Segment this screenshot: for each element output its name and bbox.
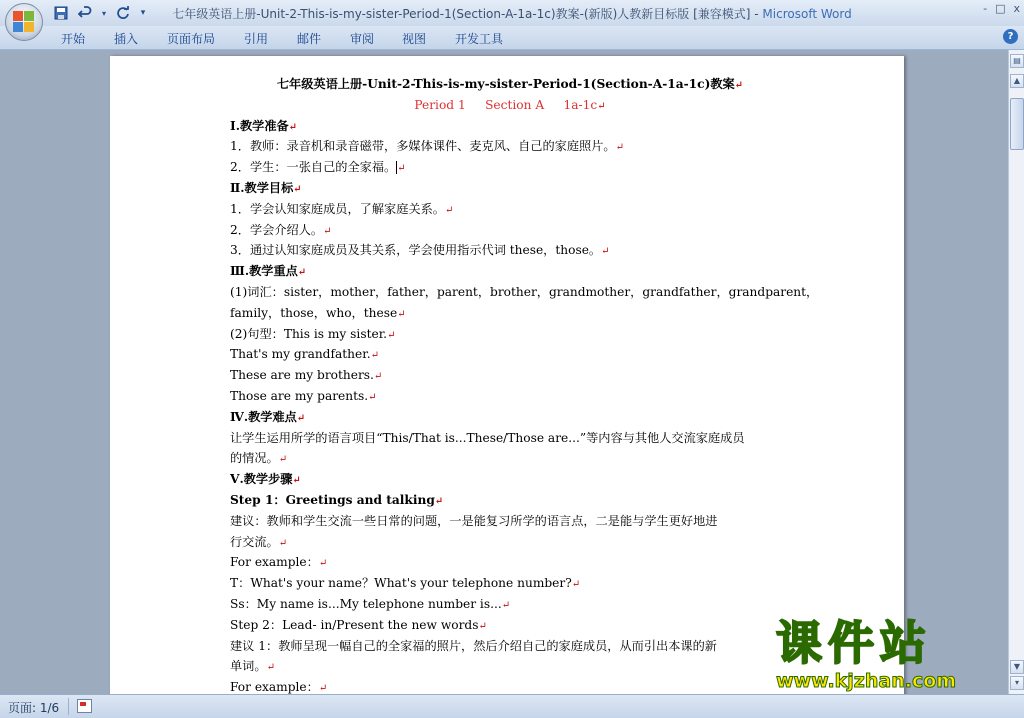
paragraph: 让学生运用所学的语言项目“This/That is...These/Those are...”等内容与其他人交流家庭成员 bbox=[230, 430, 745, 445]
document-workspace bbox=[0, 50, 1008, 694]
paragraph: 建议 1：教师呈现一幅自己的全家福的照片，然后介绍自己的家庭成员，从而引出本课的新 bbox=[230, 638, 717, 653]
page-count[interactable]: 页面: 1/6 bbox=[8, 701, 60, 715]
tab-review[interactable]: 审阅 bbox=[350, 32, 375, 46]
section-heading: Ⅴ.教学步骤↵ bbox=[230, 472, 301, 487]
paragraph: (1)词汇：sister，mother，father，parent，brother，grandmother，grandfather，grandparent， bbox=[230, 284, 819, 299]
paragraph: For example：↵ bbox=[230, 680, 328, 694]
scroll-up-button[interactable]: ▲ bbox=[1010, 74, 1024, 88]
paragraph: For example：↵ bbox=[230, 555, 328, 570]
minimize-button[interactable]: - bbox=[983, 2, 988, 15]
document-body[interactable] bbox=[230, 74, 819, 694]
paragraph: Those are my parents.↵ bbox=[230, 388, 377, 403]
tab-developer[interactable]: 开发工具 bbox=[455, 32, 504, 46]
paragraph: 1．学会认知家庭成员，了解家庭关系。↵ bbox=[230, 201, 454, 216]
help-icon[interactable]: ? bbox=[1003, 29, 1018, 44]
tab-insert[interactable]: 插入 bbox=[114, 32, 139, 46]
paragraph: That's my grandfather.↵ bbox=[230, 347, 379, 362]
close-button[interactable]: x bbox=[1013, 2, 1020, 15]
status-bar bbox=[0, 694, 1024, 718]
office-button[interactable] bbox=[5, 3, 43, 41]
paragraph: (2)句型：This is my sister.↵ bbox=[230, 326, 396, 341]
section-heading: Ⅱ.教学目标↵ bbox=[230, 180, 302, 195]
paragraph: 3．通过认知家庭成员及其关系，学会使用指示代词 these，those。↵ bbox=[230, 243, 610, 258]
dropdown-arrow-icon[interactable]: ▾ bbox=[101, 8, 106, 18]
paragraph: 2．学生：一张自己的全家福。↵ bbox=[230, 160, 406, 175]
tab-view[interactable]: 视图 bbox=[402, 32, 427, 46]
watermark-logo bbox=[770, 616, 1024, 694]
tab-page-layout[interactable]: 页面布局 bbox=[167, 32, 216, 46]
vertical-scrollbar[interactable] bbox=[1008, 50, 1024, 694]
paragraph: Ss：My name is...My telephone number is...↵ bbox=[230, 596, 511, 611]
watermark-title: 课件站 bbox=[776, 616, 932, 670]
paragraph: 建议：教师和学生交流一些日常的问题，一是能复习所学的语言点，二是能与学生更好地进 bbox=[230, 513, 718, 528]
ruler-toggle-icon[interactable]: ▤ bbox=[1010, 54, 1024, 68]
office-logo-icon bbox=[13, 11, 35, 33]
paragraph: These are my brothers.↵ bbox=[230, 368, 383, 383]
paragraph: 1．教师：录音机和录音磁带，多媒体课件、麦克风、自己的家庭照片。↵ bbox=[230, 139, 624, 154]
paragraph: 2．学会介绍人。↵ bbox=[230, 222, 332, 237]
tab-references[interactable]: 引用 bbox=[244, 32, 269, 46]
document-subtitle: Period 1 Section A 1a-1c↵ bbox=[414, 97, 606, 112]
document-page[interactable] bbox=[110, 56, 904, 694]
status-divider bbox=[68, 698, 69, 715]
section-heading: Ⅲ.教学重点↵ bbox=[230, 264, 307, 279]
section-heading: Ⅳ.教学难点↵ bbox=[230, 409, 306, 424]
tab-mailings[interactable]: 邮件 bbox=[297, 32, 322, 46]
paragraph: 行交流。↵ bbox=[230, 534, 288, 549]
window-title: 七年级英语上册-Unit-2-This-is-my-sister-Period-1(Section-A-1a-1c)教案-(新版)人教新目标版 [兼容模式] - Microsoft Word bbox=[172, 7, 852, 21]
paragraph: family，those，who，these↵ bbox=[230, 305, 406, 320]
paragraph: 单词。↵ bbox=[230, 659, 275, 674]
ribbon-tab-bar bbox=[0, 26, 1024, 50]
window-controls bbox=[983, 2, 1020, 15]
section-heading: Ⅰ.教学准备↵ bbox=[230, 118, 298, 133]
title-bar bbox=[0, 0, 1024, 26]
next-page-button[interactable]: ▾ bbox=[1010, 676, 1024, 690]
scroll-thumb[interactable] bbox=[1010, 98, 1024, 150]
paragraph: Step 2：Lead- in/Present the new words↵ bbox=[230, 617, 487, 632]
watermark-url: www.kjzhan.com bbox=[776, 670, 957, 692]
paragraph: 的情况。↵ bbox=[230, 451, 288, 466]
scroll-down-button[interactable]: ▼ bbox=[1010, 660, 1024, 674]
proofing-icon[interactable] bbox=[77, 699, 92, 713]
maximize-button[interactable]: □ bbox=[995, 2, 1006, 15]
app-name: Microsoft Word bbox=[762, 7, 852, 21]
paragraph: T：What's your name？What's your telephone number?↵ bbox=[230, 576, 581, 591]
step-heading: Step 1：Greetings and talking↵ bbox=[230, 492, 444, 507]
tab-home[interactable]: 开始 bbox=[61, 32, 86, 46]
document-title: 七年级英语上册-Unit-2-This-is-my-sister-Period-1(Section-A-1a-1c)教案↵ bbox=[276, 77, 744, 91]
document-name: 七年级英语上册-Unit-2-This-is-my-sister-Period-1(Section-A-1a-1c)教案-(新版)人教新目标版 [兼容模式] bbox=[172, 7, 751, 21]
customize-toolbar-icon[interactable]: ▾ bbox=[140, 8, 146, 18]
